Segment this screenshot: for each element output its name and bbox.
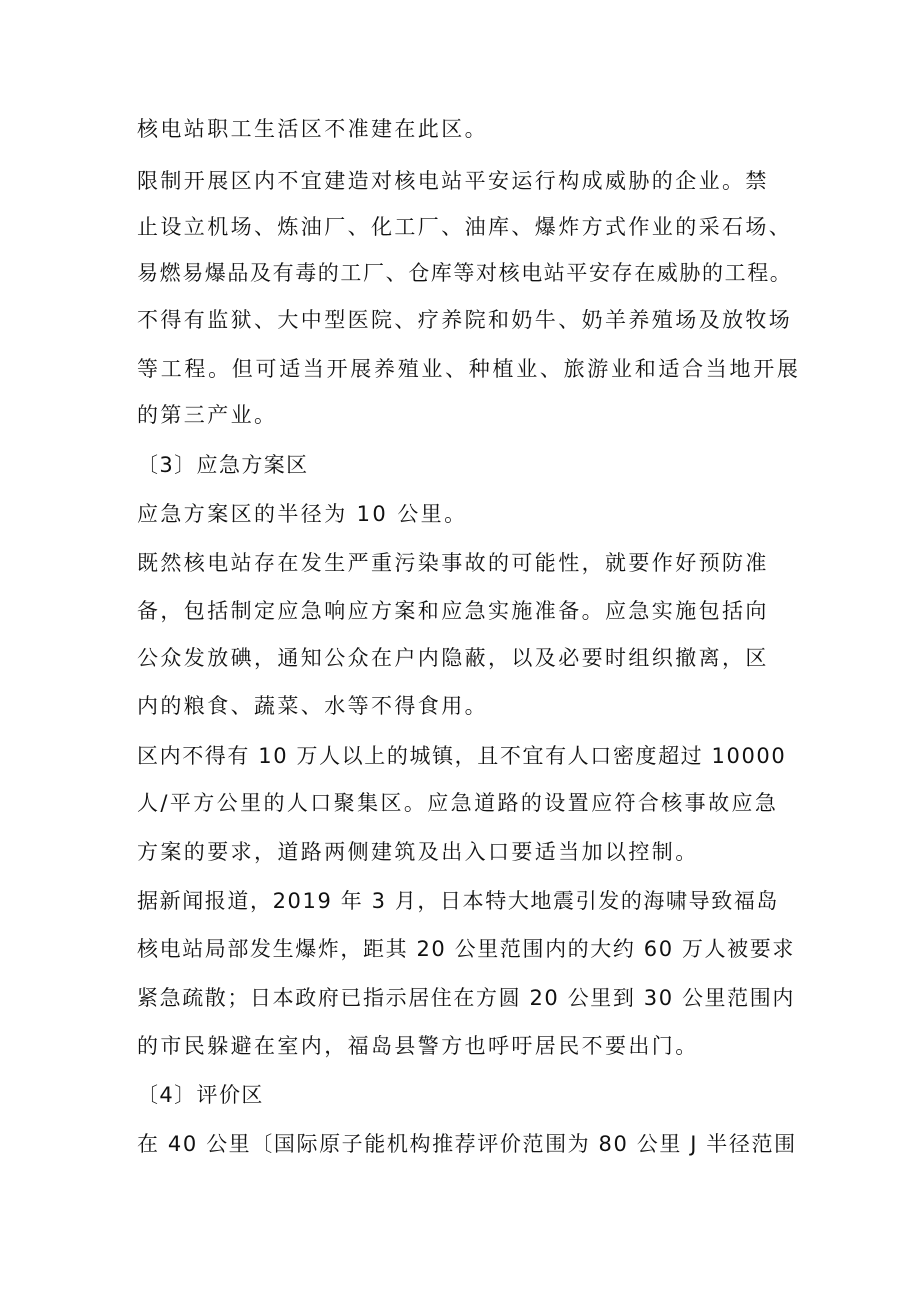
text-line: 的市民躲避在室内，福岛县警方也呼吁居民不要出门。: [137, 1034, 699, 1058]
text-line: 据新闻报道，2019 年 3 月，日本特大地震引发的海啸导致福岛: [137, 889, 780, 913]
text-line: 核电站局部发生爆炸，距其 20 公里范围内的大约 60 万人被要求: [137, 937, 795, 961]
text-line: 核电站职工生活区不准建在此区。: [137, 117, 488, 141]
text-line: 备，包括制定应急响应方案和应急实施准备。应急实施包括向: [137, 599, 769, 623]
text-line: 在 40 公里〔国际原子能机构推荐评价范围为 80 公里 J 半径范围: [137, 1132, 797, 1156]
section-heading: 〔3〕应急方案区: [137, 453, 309, 477]
text-line: 人/平方公里的人口聚集区。应急道路的设置应符合核事故应急: [137, 791, 779, 815]
text-line: 公众发放碘，通知公众在户内隐蔽，以及必要时组织撤离，区: [137, 646, 769, 670]
text-line: 等工程。但可适当开展养殖业、种植业、旅游业和适合当地开展: [137, 357, 801, 381]
section-heading: 〔4〕评价区: [137, 1083, 264, 1107]
text-line: 应急方案区的半径为 10 公里。: [137, 502, 468, 526]
text-line: 紧急疏散；日本政府已指示居住在方圆 20 公里到 30 公里范围内: [137, 986, 795, 1010]
text-line: 不得有监狱、大中型医院、疗养院和奶牛、奶羊养殖场及放牧场: [137, 308, 793, 332]
text-line: 区内不得有 10 万人以上的城镇，且不宜有人口密度超过 10000: [137, 744, 787, 768]
text-line: 既然核电站存在发生严重污染事故的可能性，就要作好预防准: [137, 551, 769, 575]
text-line: 易燃易爆品及有毒的工厂、仓库等对核电站平安存在威胁的工程。: [137, 261, 793, 285]
text-line: 止设立机场、炼油厂、化工厂、油库、爆炸方式作业的采石场、: [137, 215, 793, 239]
text-line: 内的粮食、蔬菜、水等不得食用。: [137, 694, 488, 718]
text-line: 的第三产业。: [137, 403, 278, 427]
text-line: 限制开展区内不宜建造对核电站平安运行构成威胁的企业。禁: [137, 169, 769, 193]
text-line: 方案的要求，道路两侧建筑及出入口要适当加以控制。: [137, 840, 699, 864]
